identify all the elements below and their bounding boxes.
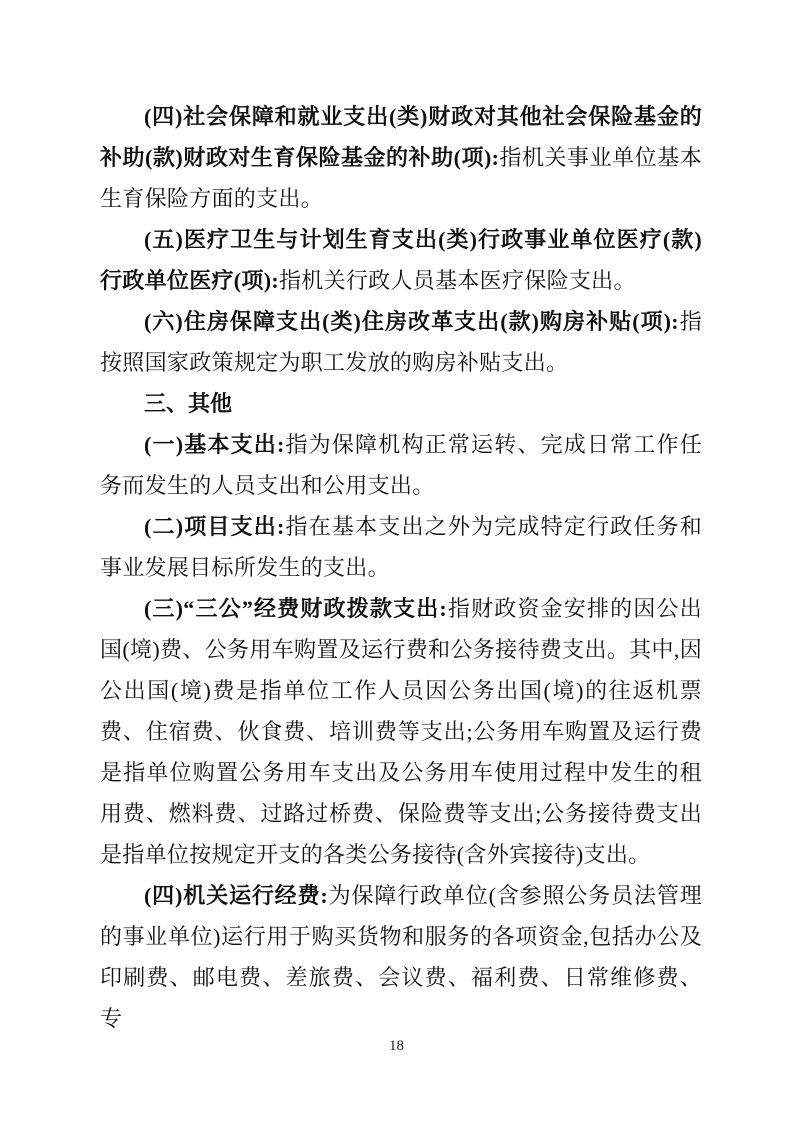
paragraph-housing-security: [100, 301, 702, 383]
paragraph-bold-lead: (四)社会保障和就业支出(类)财政对其他社会保险基金的补助(款)财政对生育保险基金的补助(项):: [100, 104, 702, 170]
paragraph-body-text: 指机关行政人员基本医疗保险支出。: [278, 268, 636, 293]
page-number: 18: [389, 1038, 404, 1054]
paragraph-social-security-employment: [100, 96, 702, 219]
paragraph-body-text: 指在基本支出之外为完成特定行政任务和事业发展目标所发生的支出。: [100, 514, 702, 580]
paragraph-body-text: 指为保障机构正常运转、完成日常工作任务而发生的人员支出和公用支出。: [100, 432, 702, 498]
paragraph-bold-lead: (三)“三公”经费财政拨款支出:: [144, 596, 448, 621]
paragraph-body-text: 指机关事业单位基本生育保险方面的支出。: [100, 145, 702, 211]
paragraph-body-text: 指按照国家政策规定为职工发放的购房补贴支出。: [100, 309, 702, 375]
paragraph-body-text: 为保障行政单位(含参照公务员法管理的事业单位)运行用于购买货物和服务的各项资金,包括办公及印刷费、邮电费、差旅费、会议费、福利费、日常维修费、专: [100, 883, 702, 1031]
paragraph-bold-lead: (五)医疗卫生与计划生育支出(类)行政事业单位医疗(款)行政单位医疗(项):: [100, 227, 702, 293]
paragraph-bold-lead: (一)基本支出:: [144, 432, 285, 457]
paragraph-medical-health: [100, 219, 702, 301]
paragraph-bold-lead: (四)机关运行经费:: [144, 883, 329, 908]
paragraph-bold-lead: (六)住房保障支出(类)住房改革支出(款)购房补贴(项):: [144, 309, 679, 334]
paragraph-basic-expenditure: [100, 424, 702, 506]
paragraph-agency-operating-funds: [100, 875, 702, 1039]
document-body: [100, 96, 702, 1039]
paragraph-body-text: 指财政资金安排的因公出国(境)费、公务用车购置及运行费和公务接待费支出。其中,因公出国(境)费是指单位工作人员因公务出国(境)的往返机票费、住宿费、伙食费、培训费等支出;公务用车购置及运行费是指单位购置公务用车支出及公务用车使用过程中发生的租用费、燃料费、过路过桥费、保险费等支出;公务接待费支出是指单位按规定开支的各类公务接待(含外宾接待)支出。: [100, 596, 702, 867]
paragraph-bold-lead: (二)项目支出:: [144, 514, 285, 539]
section-heading-other: 三、其他: [144, 391, 233, 416]
paragraph-project-expenditure: [100, 506, 702, 588]
paragraph-three-public-funds: [100, 588, 702, 875]
